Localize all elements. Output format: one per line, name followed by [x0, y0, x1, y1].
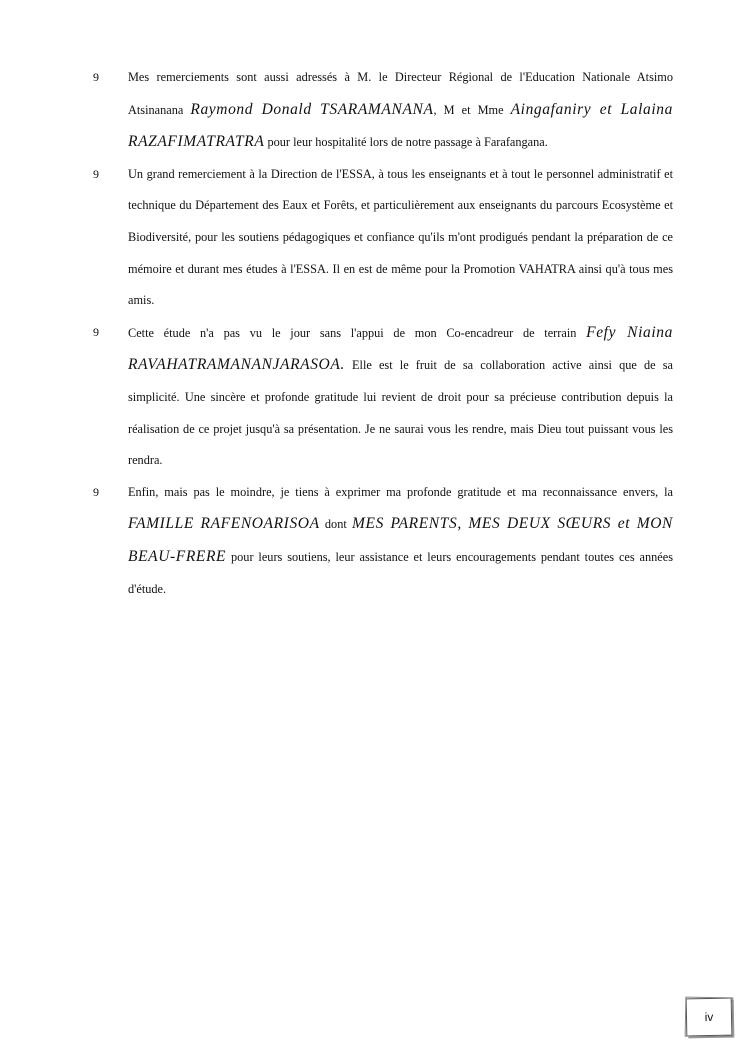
- text: Cette étude n'a pas vu le jour sans l'appui de mon Co-encadreur de terrain: [128, 325, 587, 340]
- person-name: Fefy Niaina RAVAHATRAMANANJARASOA.: [128, 323, 673, 374]
- text: , M et Mme: [433, 102, 511, 117]
- list-item: [93, 317, 673, 477]
- text: dont: [319, 517, 352, 532]
- text: pour leurs soutiens, leur assistance et leurs encouragements pendant toutes ces années d'étude.: [128, 549, 673, 596]
- text: Mes remerciements sont aussi adressés à M. le Directeur Régional de l'Education Nationale Atsimo Atsinanana: [128, 70, 673, 117]
- page-number-text: iv: [704, 1009, 714, 1025]
- bullet-icon: 9: [93, 324, 99, 339]
- text: Un grand remerciement à la Direction de l'ESSA, à tous les enseignants et à tout le personnel administratif et technique du Département des Eaux et Forêts, et particulièrement aux enseignants du parcours Ecosystème et Biodiversité, pour les soutiens pédagogiques et confiance qu'ils m'ont prodigués pendant la préparation de ce mémoire et durant mes études à l'ESSA. Il en est de même pour la Promotion VAHATRA ainsi qu'à tous mes amis.: [128, 166, 673, 308]
- person-name: Aingafaniry et Lalaina RAZAFIMATRATRA: [128, 100, 673, 151]
- family-name: FAMILLE RAFENOARISOA: [128, 515, 320, 533]
- list-item: [93, 477, 673, 605]
- bullet-icon: 9: [93, 70, 99, 84]
- text: Elle est le fruit de sa collaboration active ainsi que de sa simplicité. Une sincère et profonde gratitude lui revient de droit pour sa précieuse contribution depuis la réalisation de ce projet jusqu'à sa présentation. Je ne saurai vous les rendre, mais Dieu tout puissant vous les rendra.: [128, 358, 673, 468]
- text: Enfin, mais pas le moindre, je tiens à exprimer ma profonde gratitude et ma reconnaissance envers, la: [128, 484, 673, 499]
- person-name: Raymond Donald TSARAMANANA: [190, 100, 434, 118]
- acknowledgements-list: [93, 62, 673, 605]
- bullet-icon: 9: [93, 166, 99, 181]
- family-members: MES PARENTS, MES DEUX SŒURS et MON BEAU-FRERE: [128, 515, 673, 565]
- text: pour leur hospitalité lors de notre passage à Farafangana.: [264, 135, 548, 150]
- page-number: [686, 998, 733, 1037]
- list-item: [93, 159, 673, 317]
- bullet-icon: 9: [93, 484, 99, 499]
- list-item: [93, 62, 673, 159]
